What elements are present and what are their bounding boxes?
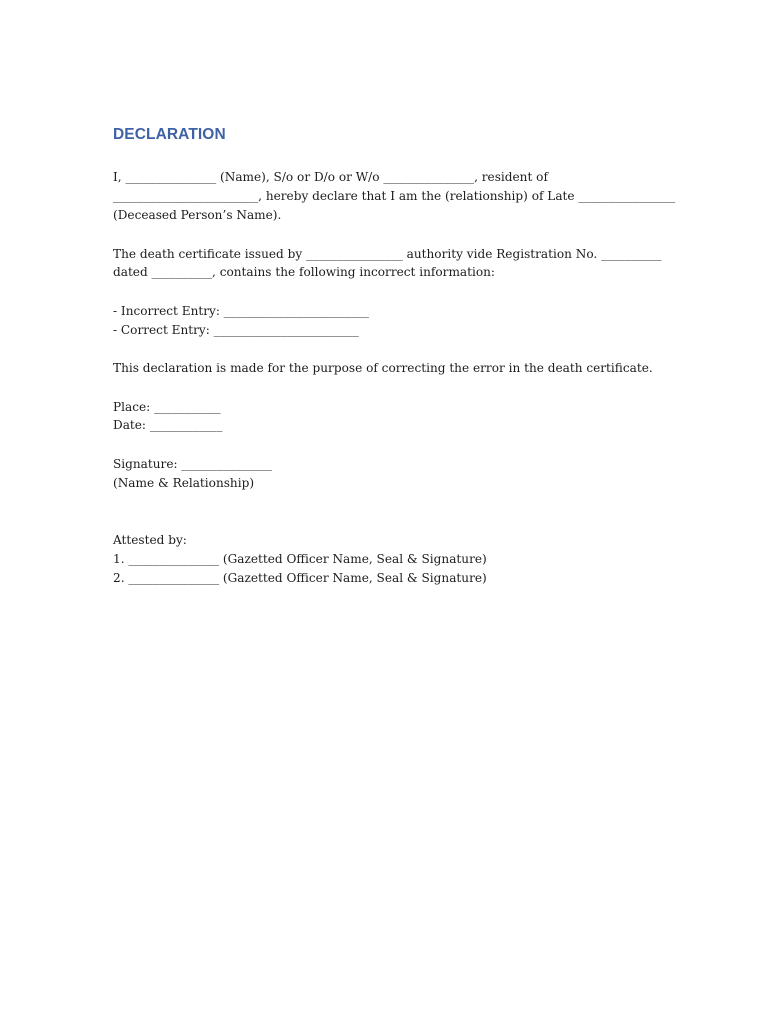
attester-line-2: 2. _______________ (Gazetted Officer Name, Seal & Signature) (113, 571, 487, 585)
attested-label: Attested by: (113, 533, 187, 547)
attester-line-1: 1. _______________ (Gazetted Officer Name, Seal & Signature) (113, 552, 487, 566)
certificate-line-2: dated __________, contains the following incorrect information: (113, 265, 496, 279)
declaration-line-3: (Deceased Person’s Name). (113, 208, 282, 222)
declaration-line-2: ________________________, hereby declare that I am the (relationship) of Late ________________ (113, 189, 676, 203)
document-heading: DECLARATION (113, 126, 226, 143)
place-line: Place: ___________ (113, 400, 221, 414)
declaration-line-1: I, _______________ (Name), S/o or D/o or W/o _______________, resident of (113, 170, 548, 184)
signature-line: Signature: _______________ (113, 457, 273, 471)
signature-note: (Name & Relationship) (113, 476, 255, 490)
purpose-line: This declaration is made for the purpose of correcting the error in the death certificate. (113, 361, 653, 375)
certificate-line-1: The death certificate issued by ________________ authority vide Registration No. __________ (113, 247, 662, 261)
correct-entry-line: - Correct Entry: ________________________ (113, 323, 359, 337)
incorrect-entry-line: - Incorrect Entry: ________________________ (113, 304, 369, 318)
date-line: Date: ____________ (113, 418, 223, 432)
